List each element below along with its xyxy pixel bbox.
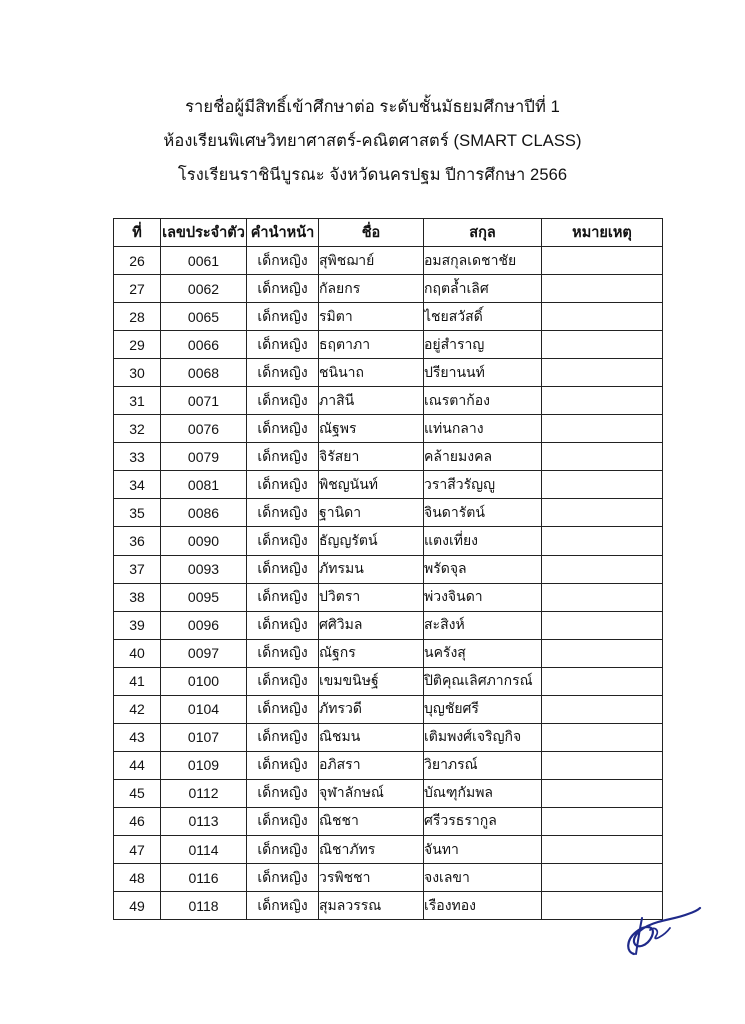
table-row	[114, 527, 663, 555]
cell-remark	[542, 443, 663, 471]
table-row	[114, 247, 663, 275]
table-row	[114, 639, 663, 667]
cell-first-name: ธัญญรัตน์	[319, 527, 424, 555]
cell-remark	[542, 527, 663, 555]
cell-no: 33	[114, 443, 161, 471]
cell-student-id: 0086	[161, 499, 247, 527]
cell-prefix: เด็กหญิง	[247, 807, 319, 835]
cell-remark	[542, 387, 663, 415]
cell-no: 32	[114, 415, 161, 443]
column-header-remark: หมายเหตุ	[542, 219, 663, 247]
cell-prefix: เด็กหญิง	[247, 443, 319, 471]
cell-prefix: เด็กหญิง	[247, 751, 319, 779]
cell-remark	[542, 471, 663, 499]
table-row	[114, 695, 663, 723]
cell-first-name: ธฤตาภา	[319, 331, 424, 359]
cell-first-name: ภัทรวดี	[319, 695, 424, 723]
cell-prefix: เด็กหญิง	[247, 471, 319, 499]
header-title-line-1: รายชื่อผู้มีสิทธิ์เข้าศึกษาต่อ ระดับชั้นมัธยมศึกษาปีที่ 1	[185, 98, 560, 116]
cell-no: 47	[114, 835, 161, 863]
cell-student-id: 0066	[161, 331, 247, 359]
cell-first-name: ณิชชา	[319, 807, 424, 835]
cell-surname: อมสกุลเดชาชัย	[424, 247, 542, 275]
cell-first-name: กัลยกร	[319, 275, 424, 303]
cell-student-id: 0096	[161, 611, 247, 639]
cell-first-name: ศศิวิมล	[319, 611, 424, 639]
cell-surname: ปิติคุณเลิศภากรณ์	[424, 667, 542, 695]
cell-prefix: เด็กหญิง	[247, 667, 319, 695]
cell-surname: พรัดจุล	[424, 555, 542, 583]
cell-first-name: วรพิชชา	[319, 864, 424, 892]
cell-remark	[542, 499, 663, 527]
table-row	[114, 303, 663, 331]
cell-surname: บัณฑุกัมพล	[424, 779, 542, 807]
cell-surname: พ่วงจินดา	[424, 583, 542, 611]
cell-first-name: เขมขนิษฐ์	[319, 667, 424, 695]
cell-remark	[542, 807, 663, 835]
cell-prefix: เด็กหญิง	[247, 359, 319, 387]
cell-no: 45	[114, 779, 161, 807]
signature	[612, 900, 712, 960]
cell-remark	[542, 331, 663, 359]
document-header	[0, 90, 745, 192]
cell-no: 42	[114, 695, 161, 723]
cell-first-name: ภาสินี	[319, 387, 424, 415]
table-row	[114, 864, 663, 892]
cell-remark	[542, 667, 663, 695]
cell-no: 30	[114, 359, 161, 387]
cell-surname: บุญชัยศรี	[424, 695, 542, 723]
cell-student-id: 0114	[161, 835, 247, 863]
cell-remark	[542, 723, 663, 751]
cell-first-name: ภัทรมน	[319, 555, 424, 583]
cell-remark	[542, 751, 663, 779]
cell-surname: สะสิงห์	[424, 611, 542, 639]
cell-surname: จงเลขา	[424, 864, 542, 892]
cell-first-name: รมิตา	[319, 303, 424, 331]
cell-student-id: 0116	[161, 864, 247, 892]
cell-no: 44	[114, 751, 161, 779]
cell-surname: จันทา	[424, 835, 542, 863]
cell-no: 46	[114, 807, 161, 835]
cell-remark	[542, 555, 663, 583]
cell-surname: ศรีวรธรากูล	[424, 807, 542, 835]
cell-student-id: 0104	[161, 695, 247, 723]
cell-student-id: 0065	[161, 303, 247, 331]
table-row	[114, 415, 663, 443]
table-row	[114, 359, 663, 387]
cell-remark	[542, 639, 663, 667]
cell-first-name: ปวิตรา	[319, 583, 424, 611]
cell-remark	[542, 779, 663, 807]
cell-first-name: ณิชาภัทร	[319, 835, 424, 863]
cell-student-id: 0076	[161, 415, 247, 443]
table-row	[114, 892, 663, 920]
cell-surname: อยู่สำราญ	[424, 331, 542, 359]
cell-prefix: เด็กหญิง	[247, 275, 319, 303]
table-row	[114, 611, 663, 639]
column-header-prefix: คำนำหน้า	[247, 219, 319, 247]
cell-surname: เติมพงศ์เจริญกิจ	[424, 723, 542, 751]
cell-no: 31	[114, 387, 161, 415]
table-row	[114, 779, 663, 807]
cell-student-id: 0095	[161, 583, 247, 611]
cell-student-id: 0061	[161, 247, 247, 275]
cell-prefix: เด็กหญิง	[247, 247, 319, 275]
cell-no: 28	[114, 303, 161, 331]
cell-first-name: ชนินาถ	[319, 359, 424, 387]
cell-no: 26	[114, 247, 161, 275]
cell-remark	[542, 611, 663, 639]
cell-no: 35	[114, 499, 161, 527]
cell-surname: แตงเที่ยง	[424, 527, 542, 555]
cell-student-id: 0112	[161, 779, 247, 807]
cell-prefix: เด็กหญิง	[247, 555, 319, 583]
cell-student-id: 0118	[161, 892, 247, 920]
table-row	[114, 807, 663, 835]
cell-student-id: 0079	[161, 443, 247, 471]
table-row	[114, 275, 663, 303]
cell-prefix: เด็กหญิง	[247, 639, 319, 667]
cell-prefix: เด็กหญิง	[247, 723, 319, 751]
cell-prefix: เด็กหญิง	[247, 303, 319, 331]
table-row	[114, 835, 663, 863]
table-row	[114, 443, 663, 471]
cell-first-name: จิรัสยา	[319, 443, 424, 471]
cell-surname: คล้ายมงคล	[424, 443, 542, 471]
cell-prefix: เด็กหญิง	[247, 611, 319, 639]
cell-no: 27	[114, 275, 161, 303]
cell-no: 40	[114, 639, 161, 667]
cell-first-name: ณัฐกร	[319, 639, 424, 667]
cell-student-id: 0093	[161, 555, 247, 583]
column-header-surname: สกุล	[424, 219, 542, 247]
cell-student-id: 0090	[161, 527, 247, 555]
cell-surname: เรืองทอง	[424, 892, 542, 920]
header-title-line-2: ห้องเรียนพิเศษวิทยาศาสตร์-คณิตศาสตร์ (SMART CLASS)	[163, 132, 582, 150]
cell-first-name: พิชญนันท์	[319, 471, 424, 499]
cell-remark	[542, 695, 663, 723]
cell-no: 48	[114, 864, 161, 892]
cell-prefix: เด็กหญิง	[247, 527, 319, 555]
cell-surname: ปรียานนท์	[424, 359, 542, 387]
cell-remark	[542, 303, 663, 331]
cell-surname: วราสีวรัญญู	[424, 471, 542, 499]
cell-remark	[542, 415, 663, 443]
cell-prefix: เด็กหญิง	[247, 583, 319, 611]
table-row	[114, 583, 663, 611]
table-row	[114, 471, 663, 499]
cell-remark	[542, 359, 663, 387]
cell-surname: ไชยสวัสดิ์	[424, 303, 542, 331]
cell-student-id: 0068	[161, 359, 247, 387]
table-row	[114, 723, 663, 751]
cell-first-name: อภิสรา	[319, 751, 424, 779]
cell-prefix: เด็กหญิง	[247, 499, 319, 527]
cell-no: 34	[114, 471, 161, 499]
cell-student-id: 0081	[161, 471, 247, 499]
cell-surname: กฤตล้ำเลิศ	[424, 275, 542, 303]
cell-prefix: เด็กหญิง	[247, 779, 319, 807]
column-header-no: ที่	[114, 219, 161, 247]
header-title-line-3: โรงเรียนราชินีบูรณะ จังหวัดนครปฐม ปีการศึกษา 2566	[177, 166, 568, 184]
column-header-name: ชื่อ	[319, 219, 424, 247]
cell-no: 37	[114, 555, 161, 583]
cell-no: 39	[114, 611, 161, 639]
cell-surname: จินดารัตน์	[424, 499, 542, 527]
cell-first-name: ฐานิดา	[319, 499, 424, 527]
table-row	[114, 751, 663, 779]
cell-remark	[542, 583, 663, 611]
cell-prefix: เด็กหญิง	[247, 387, 319, 415]
cell-student-id: 0100	[161, 667, 247, 695]
cell-no: 43	[114, 723, 161, 751]
cell-prefix: เด็กหญิง	[247, 892, 319, 920]
cell-first-name: สุมลวรรณ	[319, 892, 424, 920]
cell-first-name: จุฬาลักษณ์	[319, 779, 424, 807]
cell-remark	[542, 835, 663, 863]
cell-no: 36	[114, 527, 161, 555]
cell-student-id: 0107	[161, 723, 247, 751]
cell-surname: นครังสุ	[424, 639, 542, 667]
cell-no: 41	[114, 667, 161, 695]
table-row	[114, 331, 663, 359]
student-list-table	[113, 218, 663, 920]
cell-student-id: 0062	[161, 275, 247, 303]
cell-surname: วิยาภรณ์	[424, 751, 542, 779]
cell-remark	[542, 275, 663, 303]
table-row	[114, 667, 663, 695]
cell-student-id: 0071	[161, 387, 247, 415]
cell-first-name: ณัฐพร	[319, 415, 424, 443]
cell-surname: แท่นกลาง	[424, 415, 542, 443]
cell-prefix: เด็กหญิง	[247, 695, 319, 723]
cell-surname: เณรตาก้อง	[424, 387, 542, 415]
table-row	[114, 387, 663, 415]
cell-student-id: 0113	[161, 807, 247, 835]
cell-prefix: เด็กหญิง	[247, 864, 319, 892]
cell-no: 38	[114, 583, 161, 611]
table-row	[114, 499, 663, 527]
cell-student-id: 0109	[161, 751, 247, 779]
cell-no: 49	[114, 892, 161, 920]
cell-first-name: ณิชมน	[319, 723, 424, 751]
table-header-row	[114, 219, 663, 247]
cell-prefix: เด็กหญิง	[247, 331, 319, 359]
cell-student-id: 0097	[161, 639, 247, 667]
cell-prefix: เด็กหญิง	[247, 415, 319, 443]
cell-remark	[542, 864, 663, 892]
cell-prefix: เด็กหญิง	[247, 835, 319, 863]
table-row	[114, 555, 663, 583]
cell-remark	[542, 247, 663, 275]
cell-no: 29	[114, 331, 161, 359]
column-header-id: เลขประจำตัว	[161, 219, 247, 247]
cell-first-name: สุพิชฌาย์	[319, 247, 424, 275]
